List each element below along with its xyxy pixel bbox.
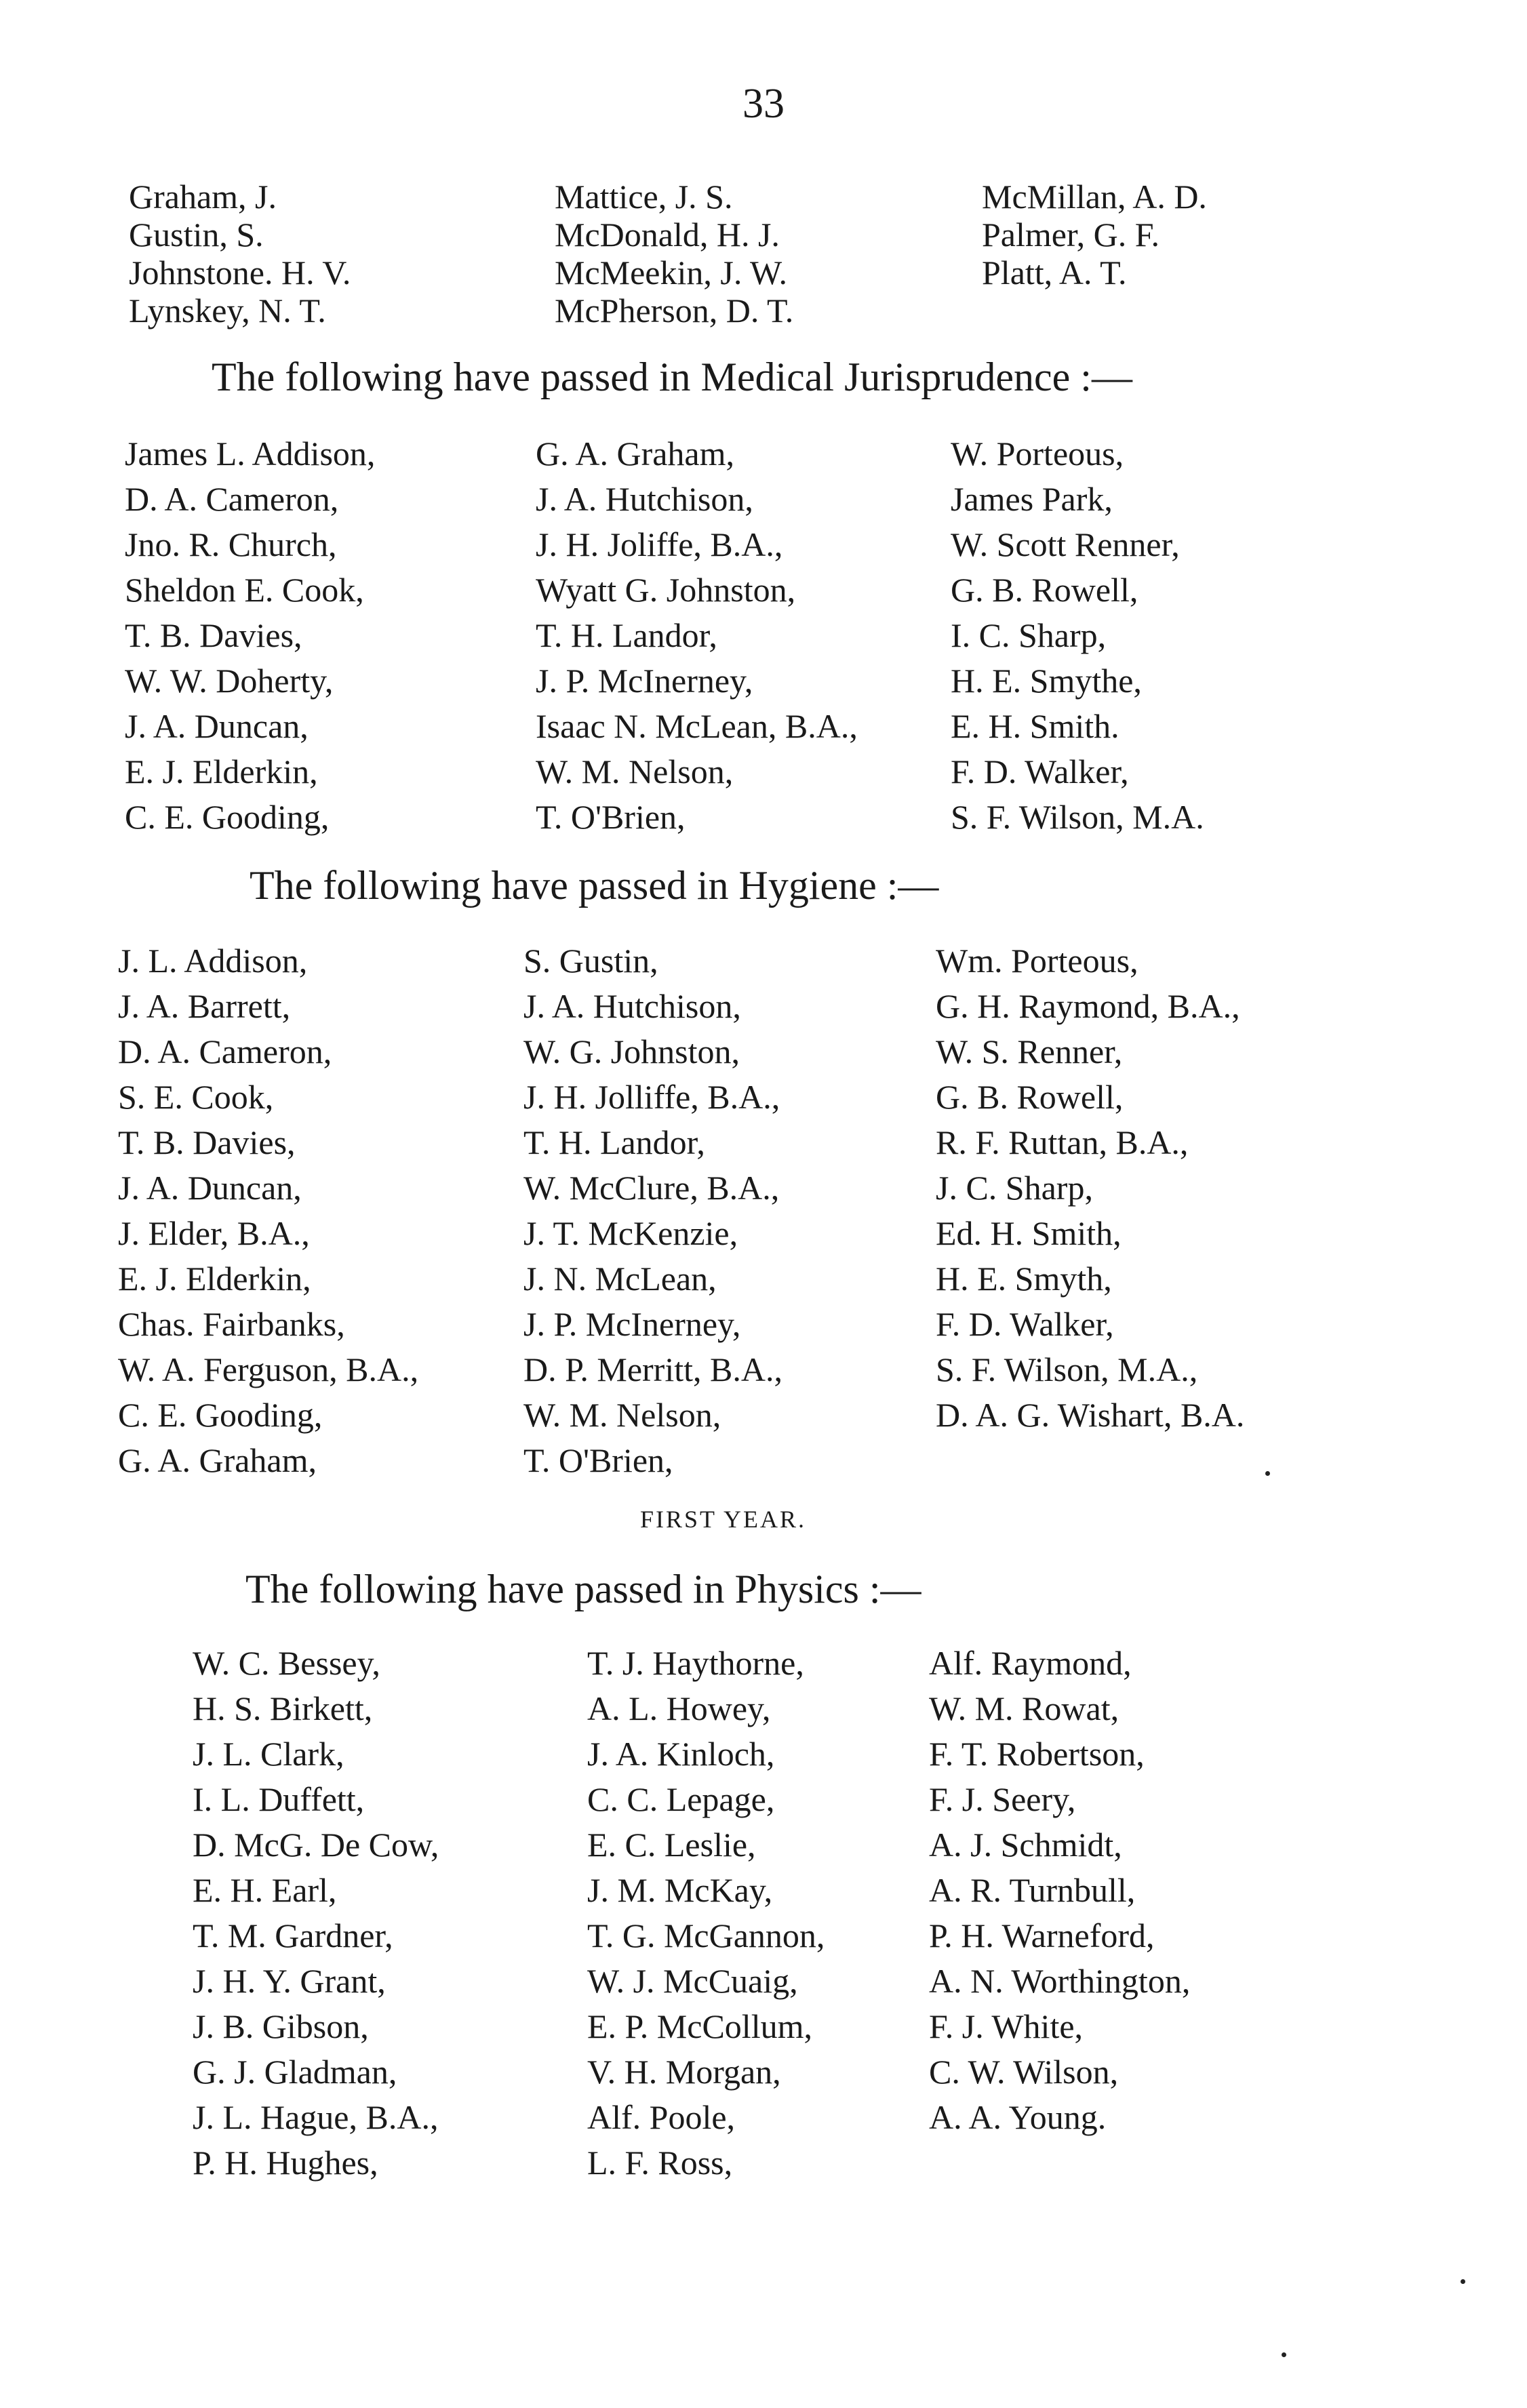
name-entry: T. H. Landor, <box>523 1123 705 1161</box>
name-entry: G. B. Rowell, <box>951 571 1138 609</box>
name-entry: McDonald, H. J. <box>555 216 780 254</box>
page-number: 33 <box>742 81 785 127</box>
name-entry: T. O'Brien, <box>523 1441 673 1479</box>
name-entry: Sheldon E. Cook, <box>125 571 364 609</box>
name-entry: W. A. Ferguson, B.A., <box>118 1350 419 1388</box>
name-entry: J. C. Sharp, <box>936 1169 1093 1207</box>
name-entry: Alf. Poole, <box>587 2098 736 2136</box>
name-entry: Alf. Raymond, <box>929 1644 1132 1682</box>
name-entry: W. McClure, B.A., <box>523 1169 780 1207</box>
name-entry: W. M. Nelson, <box>523 1396 721 1434</box>
name-entry: Johnstone. H. V. <box>129 254 351 292</box>
name-entry: Graham, J. <box>129 178 277 216</box>
name-entry: A. R. Turnbull, <box>929 1871 1136 1909</box>
name-entry: H. E. Smythe, <box>951 662 1142 700</box>
name-entry: E. H. Earl, <box>193 1871 337 1909</box>
name-entry: S. Gustin, <box>523 942 658 980</box>
name-entry: McMeekin, J. W. <box>555 254 788 292</box>
name-entry: P. H. Warneford, <box>929 1917 1155 1954</box>
name-entry: H. S. Birkett, <box>193 1689 373 1727</box>
name-entry: E. J. Elderkin, <box>125 752 318 790</box>
name-entry: G. B. Rowell, <box>936 1078 1124 1116</box>
name-entry: D. A. G. Wishart, B.A. <box>936 1396 1245 1434</box>
name-entry: Jno. R. Church, <box>125 525 337 563</box>
name-entry: G. H. Raymond, B.A., <box>936 987 1240 1025</box>
name-entry: J. B. Gibson, <box>193 2007 369 2045</box>
hygiene-heading: The following have passed in Hygiene :— <box>250 863 939 908</box>
name-entry: W. M. Nelson, <box>536 752 734 790</box>
name-entry: C. E. Gooding, <box>118 1396 323 1434</box>
name-entry: Gustin, S. <box>129 216 264 254</box>
name-entry: D. McG. De Cow, <box>193 1826 439 1864</box>
name-entry: D. P. Merritt, B.A., <box>523 1350 782 1388</box>
first-year-label: FIRST YEAR. <box>640 1506 807 1533</box>
physics-column-3 <box>929 1641 1190 2140</box>
name-entry: W. J. McCuaig, <box>587 1962 798 2000</box>
hygiene-column-1 <box>118 938 418 1483</box>
name-entry: E. C. Leslie, <box>587 1826 756 1864</box>
name-entry: W. M. Rowat, <box>929 1689 1119 1727</box>
name-entry: F. T. Robertson, <box>929 1735 1145 1773</box>
name-entry: E. J. Elderkin, <box>118 1260 311 1298</box>
name-entry: J. A. Hutchison, <box>536 480 753 518</box>
print-speck <box>1461 2279 1465 2284</box>
name-entry: W. Porteous, <box>951 435 1124 473</box>
name-entry: Wyatt G. Johnston, <box>536 571 796 609</box>
name-entry: F. D. Walker, <box>951 752 1129 790</box>
name-entry: J. A. Barrett, <box>118 987 291 1025</box>
name-entry: J. L. Hague, B.A., <box>193 2098 439 2136</box>
name-entry: J. T. McKenzie, <box>523 1214 738 1252</box>
name-entry: J. L. Addison, <box>118 942 308 980</box>
name-entry: V. H. Morgan, <box>587 2053 781 2091</box>
name-entry: W. G. Johnston, <box>523 1032 740 1070</box>
name-entry: S. F. Wilson, M.A. <box>951 798 1204 836</box>
name-entry: Chas. Fairbanks, <box>118 1305 345 1343</box>
name-entry: J. P. McInerney, <box>523 1305 741 1343</box>
name-entry: R. F. Ruttan, B.A., <box>936 1123 1189 1161</box>
name-entry: D. A. Cameron, <box>118 1032 332 1070</box>
name-entry: W. W. Doherty, <box>125 662 334 700</box>
name-entry: F. J. Seery, <box>929 1780 1076 1818</box>
name-entry: J. A. Kinloch, <box>587 1735 775 1773</box>
name-entry: I. L. Duffett, <box>193 1780 365 1818</box>
name-entry: T. J. Haythorne, <box>587 1644 804 1682</box>
name-entry: T. M. Gardner, <box>193 1917 393 1954</box>
name-entry: J. P. McInerney, <box>536 662 753 700</box>
name-entry: J. H. Jolliffe, B.A., <box>523 1078 780 1116</box>
name-entry: A. L. Howey, <box>587 1689 771 1727</box>
name-entry: J. A. Duncan, <box>125 707 309 745</box>
name-entry: J. H. Y. Grant, <box>193 1962 386 2000</box>
name-entry: Ed. H. Smith, <box>936 1214 1122 1252</box>
name-entry: D. A. Cameron, <box>125 480 339 518</box>
name-entry: J. N. McLean, <box>523 1260 717 1298</box>
name-entry: A. J. Schmidt, <box>929 1826 1122 1864</box>
name-entry: Isaac N. McLean, B.A., <box>536 707 858 745</box>
name-entry: G. A. Graham, <box>536 435 734 473</box>
name-entry: Mattice, J. S. <box>555 178 733 216</box>
print-speck <box>1282 2352 1286 2357</box>
continued-list-column-2 <box>555 178 793 329</box>
continued-list-column-3 <box>982 178 1207 292</box>
name-entry: W. Scott Renner, <box>951 525 1180 563</box>
name-entry: P. H. Hughes, <box>193 2144 378 2182</box>
name-entry: A. A. Young. <box>929 2098 1107 2136</box>
name-entry: Wm. Porteous, <box>936 942 1138 980</box>
physics-column-1 <box>193 1641 439 2186</box>
name-entry: Lynskey, N. T. <box>129 292 326 329</box>
name-entry: F. J. White, <box>929 2007 1084 2045</box>
name-entry: W. C. Bessey, <box>193 1644 380 1682</box>
name-entry: H. E. Smyth, <box>936 1260 1112 1298</box>
name-entry: J. H. Joliffe, B.A., <box>536 525 783 563</box>
name-entry: James Park, <box>951 480 1113 518</box>
physics-column-2 <box>587 1641 825 2186</box>
name-entry: J. A. Duncan, <box>118 1169 302 1207</box>
hygiene-column-3 <box>936 938 1244 1438</box>
name-entry: E. H. Smith. <box>951 707 1119 745</box>
name-entry: L. F. Ross, <box>587 2144 733 2182</box>
name-entry: A. N. Worthington, <box>929 1962 1191 2000</box>
name-entry: F. D. Walker, <box>936 1305 1114 1343</box>
medical-jurisprudence-heading: The following have passed in Medical Jurisprudence :— <box>212 355 1132 399</box>
name-entry: T. G. McGannon, <box>587 1917 825 1954</box>
name-entry: S. F. Wilson, M.A., <box>936 1350 1198 1388</box>
name-entry: Palmer, G. F. <box>982 216 1160 254</box>
name-entry: C. C. Lepage, <box>587 1780 775 1818</box>
medical-jurisprudence-column-1 <box>125 431 375 840</box>
physics-heading: The following have passed in Physics :— <box>245 1567 921 1611</box>
name-entry: J. L. Clark, <box>193 1735 344 1773</box>
continued-list-column-1 <box>129 178 351 329</box>
name-entry: McPherson, D. T. <box>555 292 794 329</box>
name-entry: I. C. Sharp, <box>951 616 1107 654</box>
name-entry: Platt, A. T. <box>982 254 1127 292</box>
name-entry: C. W. Wilson, <box>929 2053 1119 2091</box>
medical-jurisprudence-column-3 <box>951 431 1204 840</box>
print-speck <box>1265 1471 1270 1476</box>
name-entry: McMillan, A. D. <box>982 178 1207 216</box>
name-entry: T. B. Davies, <box>125 616 302 654</box>
name-entry: T. O'Brien, <box>536 798 686 836</box>
name-entry: G. J. Gladman, <box>193 2053 397 2091</box>
name-entry: E. P. McCollum, <box>587 2007 812 2045</box>
name-entry: T. H. Landor, <box>536 616 717 654</box>
name-entry: G. A. Graham, <box>118 1441 317 1479</box>
name-entry: S. E. Cook, <box>118 1078 274 1116</box>
name-entry: C. E. Gooding, <box>125 798 330 836</box>
name-entry: J. M. McKay, <box>587 1871 773 1909</box>
name-entry: W. S. Renner, <box>936 1032 1123 1070</box>
name-entry: T. B. Davies, <box>118 1123 296 1161</box>
medical-jurisprudence-column-2 <box>536 431 858 840</box>
name-entry: J. Elder, B.A., <box>118 1214 310 1252</box>
name-entry: J. A. Hutchison, <box>523 987 741 1025</box>
hygiene-column-2 <box>523 938 782 1483</box>
name-entry: James L. Addison, <box>125 435 376 473</box>
